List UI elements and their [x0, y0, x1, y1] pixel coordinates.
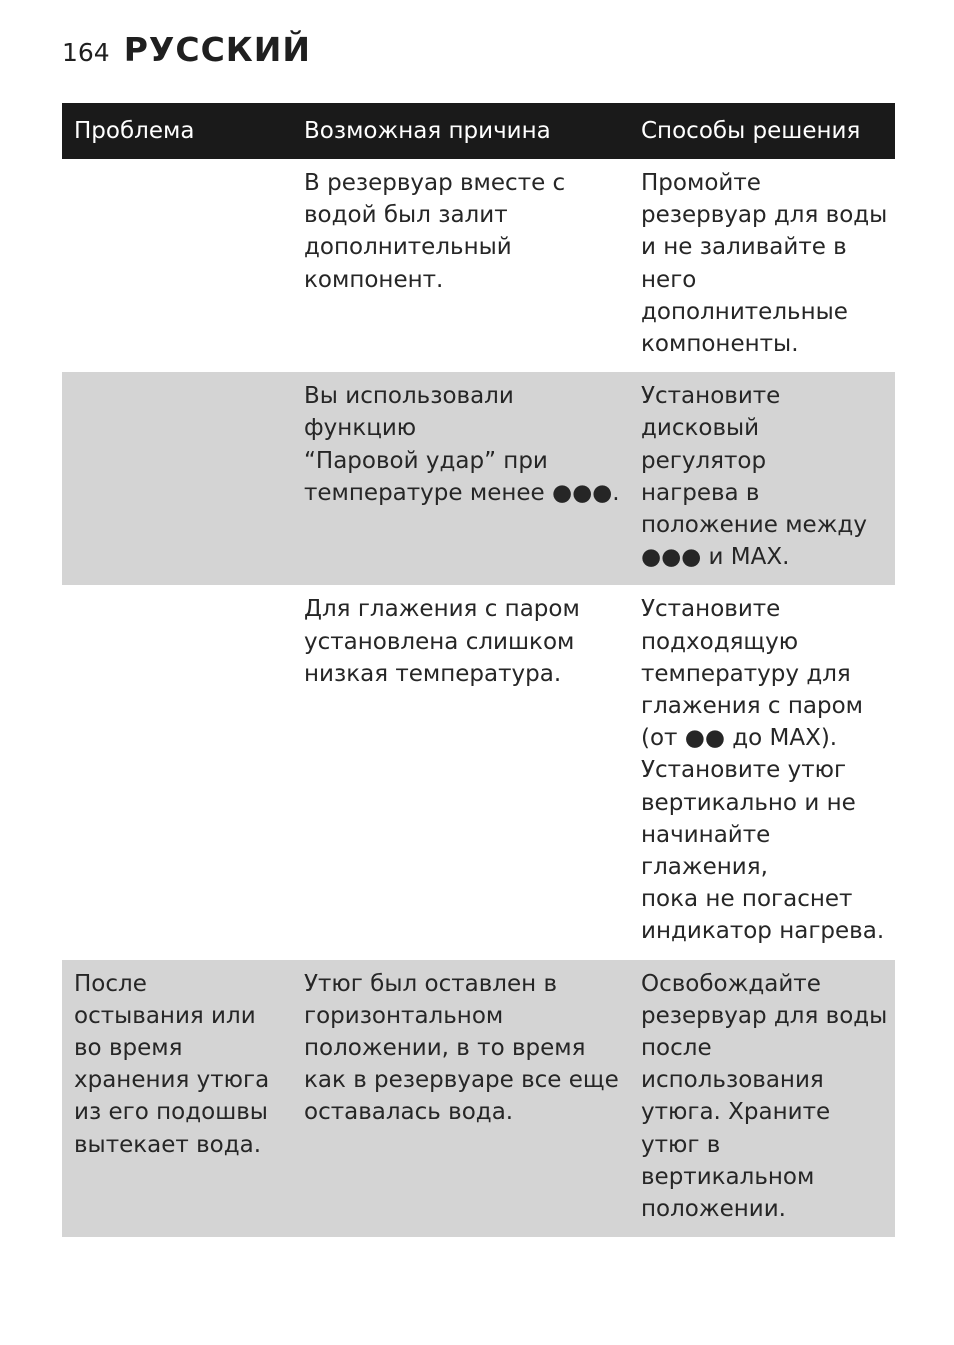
cause-text: Для глажения с паром установлена слишком низкая температура.: [304, 596, 580, 687]
section-title: РУССКИЙ: [123, 30, 311, 69]
cause-text: В резервуар вместе с водой был залит дополнительный компонент.: [304, 170, 566, 293]
cause-cell: [292, 372, 629, 585]
solution-text: Установите подходящую температуру для глажения с паром (от ●● до MAX). Установите утюг вертикально и не начинайте глажения, пока не погаснет индикатор нагрева.: [641, 596, 885, 945]
cause-cell: [292, 159, 629, 372]
solution-cell: [629, 960, 895, 1238]
column-header-cause: Возможная причина: [292, 103, 629, 159]
solution-cell: [629, 159, 895, 372]
solution-cell: [629, 372, 895, 585]
table-header-row: [62, 103, 895, 159]
page-number: 164: [62, 38, 110, 67]
table-row: [62, 159, 895, 372]
table-row: [62, 372, 895, 585]
problem-cell: [62, 585, 292, 959]
table-row: [62, 960, 895, 1238]
cause-text: Утюг был оставлен в горизонтальном положении, в то время как в резервуаре все еще оставалась вода.: [304, 970, 619, 1126]
solution-text: Установите дисковый регулятор нагрева в положение между ●●● и MAX.: [641, 383, 867, 571]
problem-cell: [62, 960, 292, 1238]
solution-text: Промойте резервуар для воды и не заливайте в него дополнительные компоненты.: [641, 170, 888, 358]
solution-cell: [629, 585, 895, 959]
problem-cell: [62, 372, 292, 585]
column-header-solution: Способы решения: [629, 103, 895, 159]
cause-cell: [292, 960, 629, 1238]
solution-text: Освобождайте резервуар для воды после использования утюга. Храните утюг в вертикальном положении.: [641, 970, 888, 1223]
problem-text: После остывания или во время хранения утюга из его подошвы вытекает вода.: [74, 970, 270, 1158]
table-row: [62, 585, 895, 959]
problem-cell: [62, 159, 292, 372]
page-header: [62, 30, 311, 78]
cause-cell: [292, 585, 629, 959]
troubleshooting-table: [62, 103, 895, 1237]
cause-text: Вы использовали функцию “Паровой удар” при температуре менее ●●●.: [304, 383, 620, 506]
column-header-problem: Проблема: [62, 103, 292, 159]
